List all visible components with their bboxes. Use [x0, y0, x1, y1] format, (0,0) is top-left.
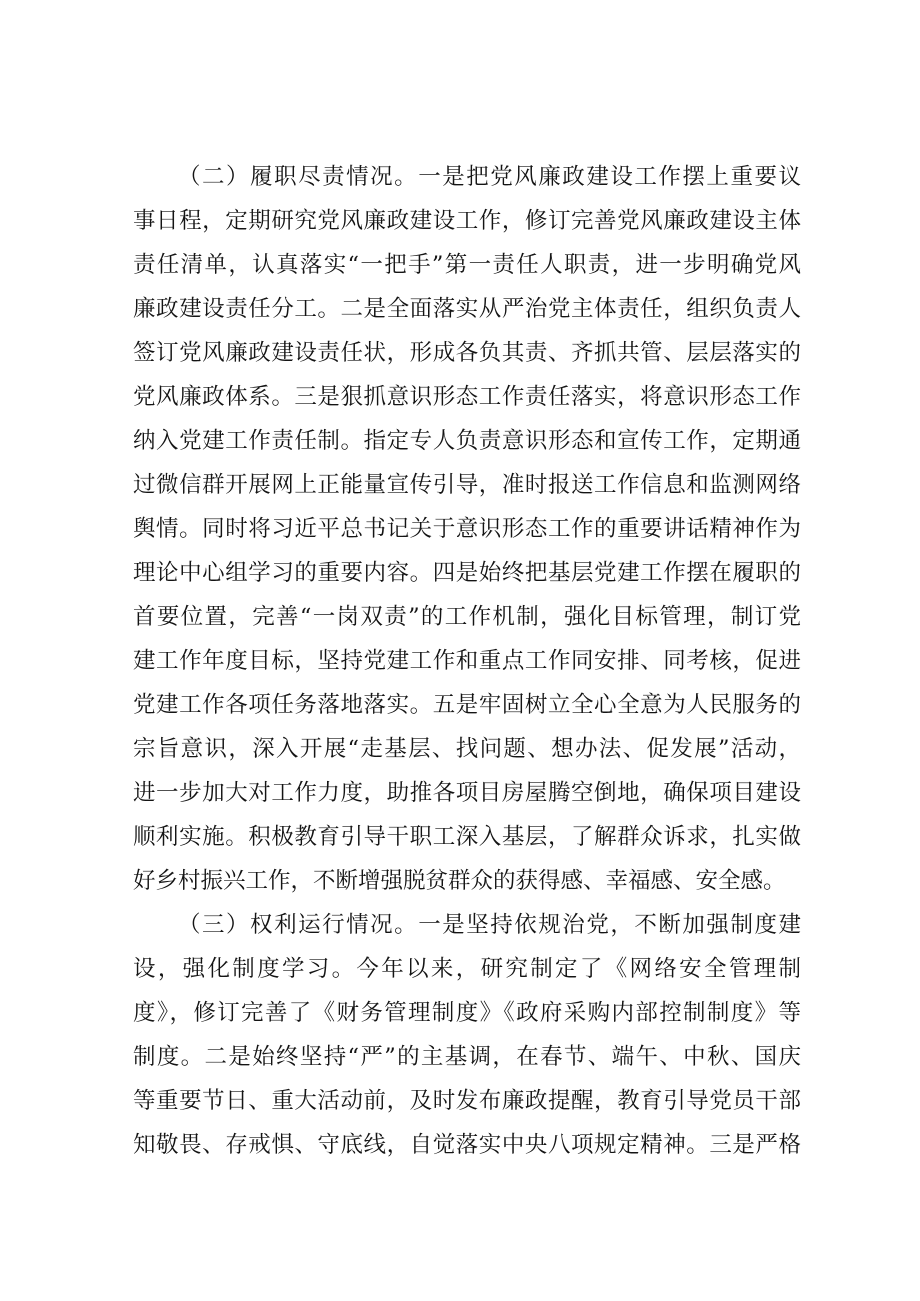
- body-text: [133, 155, 801, 1167]
- paragraph-line: 建工作年度目标，坚持党建工作和重点工作同安排、同考核，促进: [133, 648, 801, 674]
- paragraph-line: 舆情。同时将习近平总书记关于意识形态工作的重要讲话精神作为: [133, 516, 801, 542]
- paragraph-line: 度》，修订完善了《财务管理制度》《政府采购内部控制制度》等: [133, 1000, 801, 1026]
- paragraph-line: 顺利实施。积极教育引导干职工深入基层，了解群众诉求，扎实做: [133, 824, 801, 850]
- paragraph-line: 纳入党建工作责任制。指定专人负责意识形态和宣传工作，定期通: [133, 428, 801, 454]
- paragraph-line: 事日程，定期研究党风廉政建设工作，修订完善党风廉政建设主体: [133, 208, 801, 234]
- paragraph-performance-of-duties: [133, 155, 801, 903]
- paragraph-line: 责任清单，认真落实“一把手”第一责任人职责，进一步明确党风: [133, 252, 801, 278]
- paragraph-line: 首要位置，完善“一岗双责”的工作机制，强化目标管理，制订党: [133, 604, 801, 630]
- paragraph-line: 制度。二是始终坚持“严”的主基调，在春节、端午、中秋、国庆: [133, 1044, 801, 1070]
- paragraph-line: 进一步加大对工作力度，助推各项目房屋腾空倒地，确保项目建设: [133, 780, 801, 806]
- paragraph-line: 党风廉政体系。三是狠抓意识形态工作责任落实，将意识形态工作: [133, 384, 801, 410]
- paragraph-line: 理论中心组学习的重要内容。四是始终把基层党建工作摆在履职的: [133, 560, 801, 586]
- paragraph-line: 宗旨意识，深入开展“走基层、找问题、想办法、促发展”活动，: [133, 736, 801, 762]
- paragraph-line: 等重要节日、重大活动前，及时发布廉政提醒，教育引导党员干部: [133, 1088, 801, 1114]
- paragraph-line: 签订党风廉政建设责任状，形成各负其责、齐抓共管、层层落实的: [133, 340, 801, 366]
- paragraph-line: （二）履职尽责情况。一是把党风廉政建设工作摆上重要议: [178, 164, 801, 190]
- paragraph-line: 好乡村振兴工作，不断增强脱贫群众的获得感、幸福感、安全感。: [133, 868, 786, 894]
- paragraph-line: 党建工作各项任务落地落实。五是牢固树立全心全意为人民服务的: [133, 692, 801, 718]
- paragraph-power-operation: [133, 903, 801, 1167]
- paragraph-line: 设，强化制度学习。今年以来，研究制定了《网络安全管理制: [133, 956, 801, 982]
- paragraph-line: 知敬畏、存戒惧、守底线，自觉落实中央八项规定精神。三是严格: [133, 1132, 801, 1158]
- paragraph-line: 过微信群开展网上正能量宣传引导，准时报送工作信息和监测网络: [133, 472, 801, 498]
- paragraph-line: 廉政建设责任分工。二是全面落实从严治党主体责任，组织负责人: [133, 296, 801, 322]
- paragraph-line: （三）权利运行情况。一是坚持依规治党，不断加强制度建: [178, 912, 801, 938]
